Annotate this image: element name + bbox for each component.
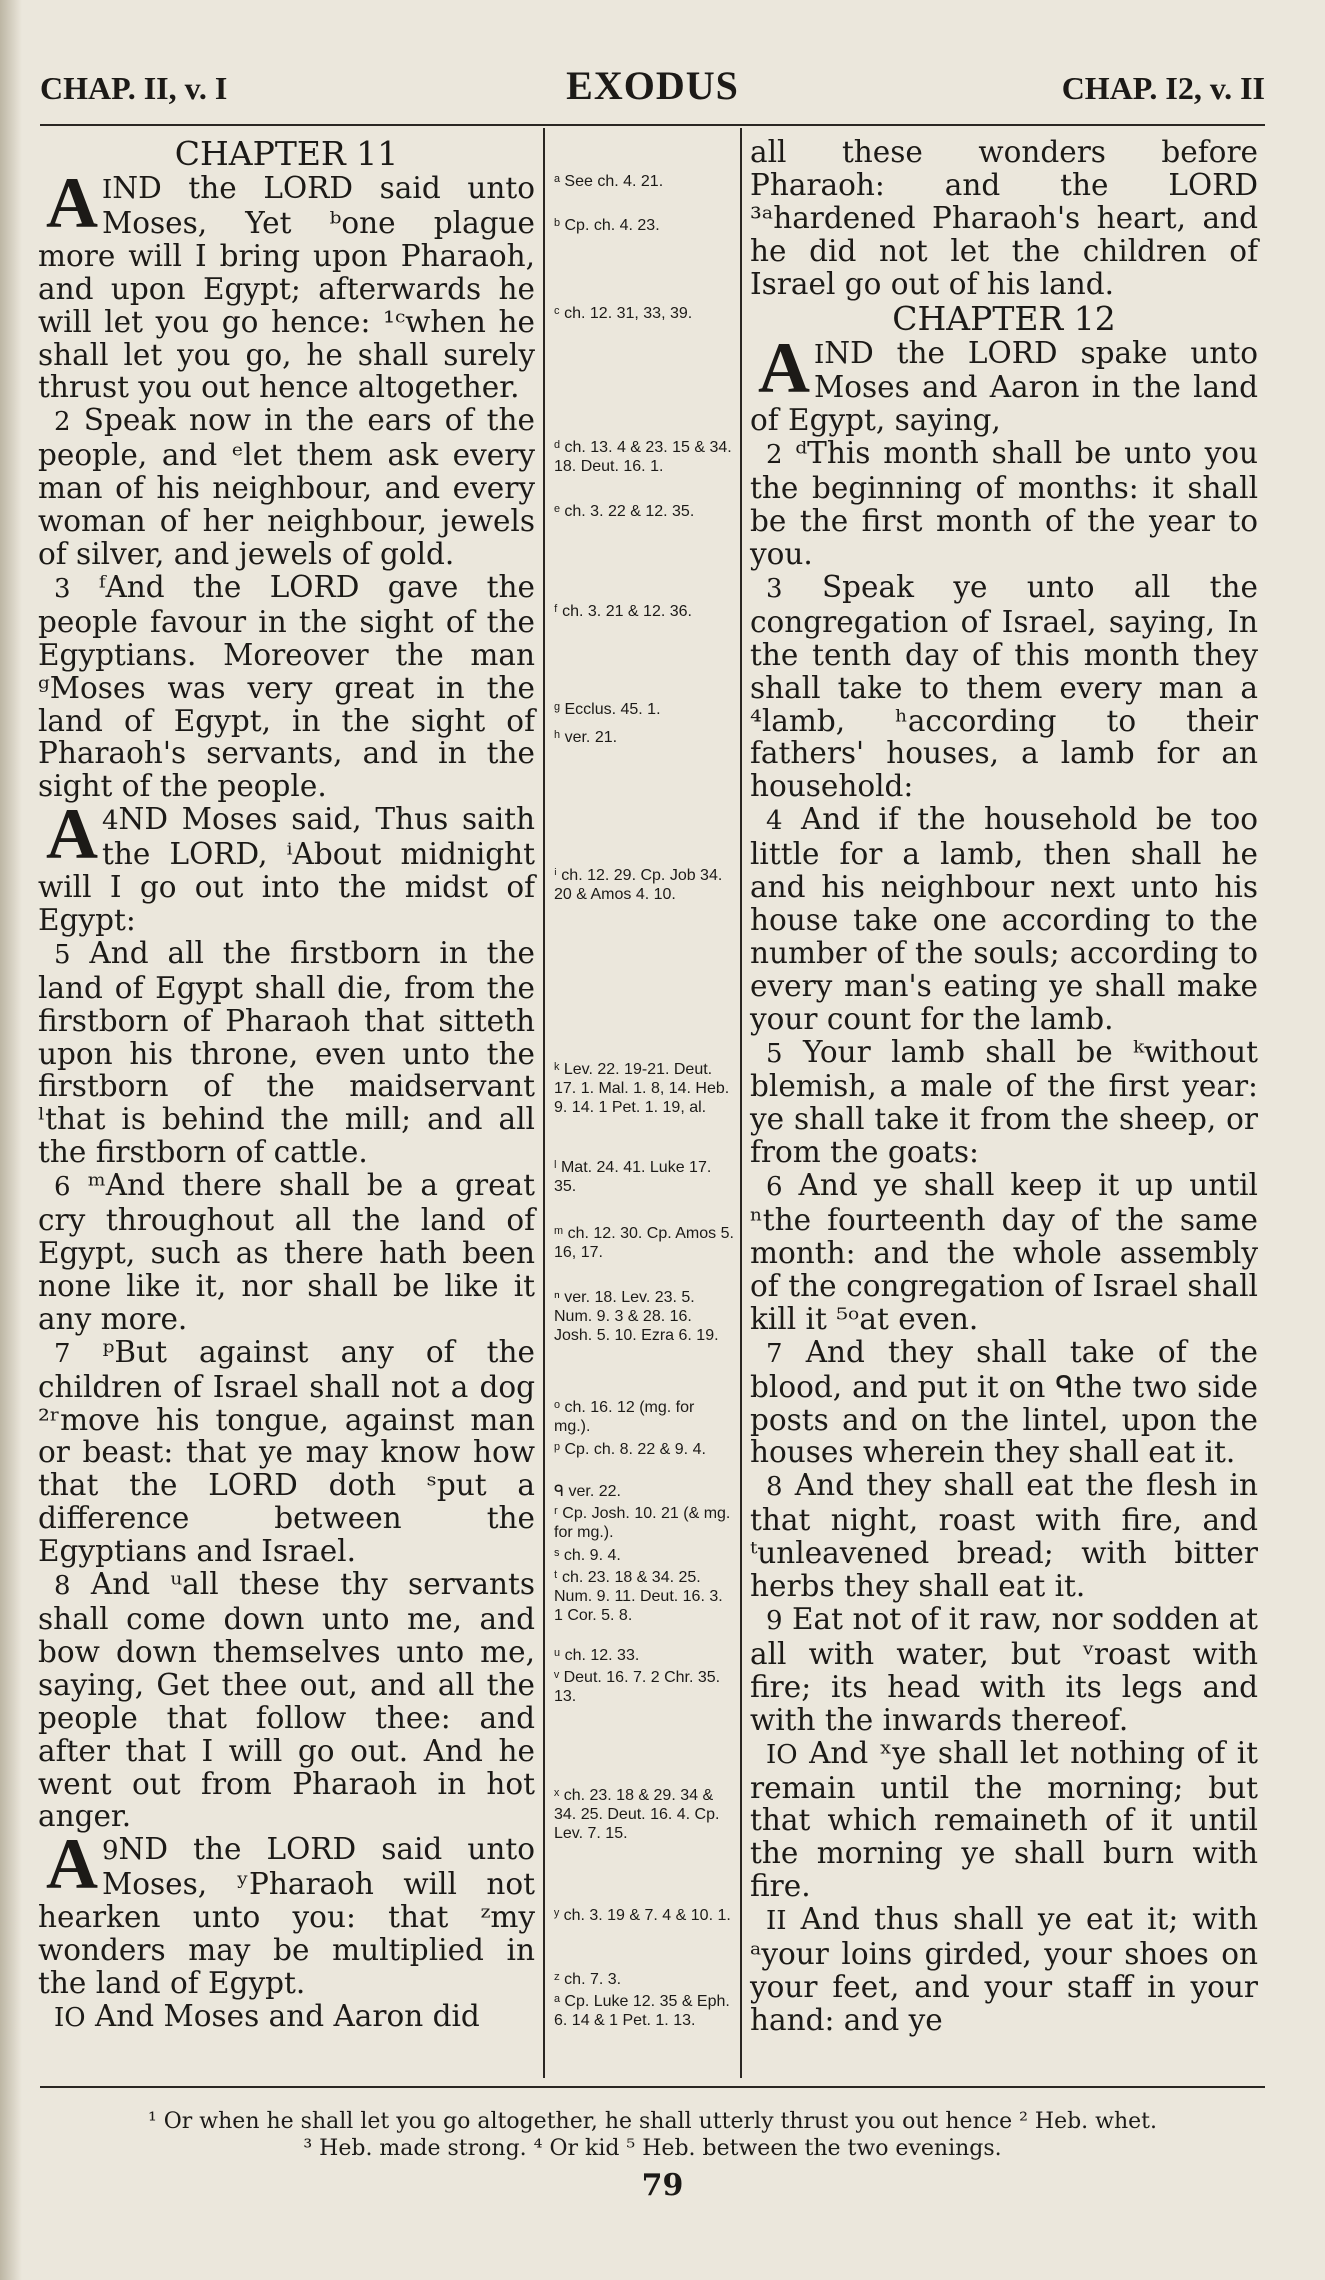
verse-text: ᵖBut against any of the children of Israel shall not a dog ²ʳmove his tongue, against man or beast: that ye may know how that the LORD doth ˢput a difference between the Egyptians and Israel. xyxy=(38,1334,535,1569)
chapter-12-heading: CHAPTER 12 xyxy=(892,298,1116,338)
verse-text: And all the firstborn in the land of Egypt shall die, from the firstborn of Pharaoh that sitteth upon his throne, even unto the firstborn of the maidservant ˡthat is behind the mill; and all the firstborn of cattle. xyxy=(38,935,535,1170)
verse-text: And ye shall keep it up until ⁿthe fourteenth day of the same month: and the whole assembly of the congregation of Israel shall kill it ⁵ᵒat even. xyxy=(750,1168,1258,1336)
chapter-11-heading: CHAPTER 11 xyxy=(174,134,399,173)
reference-note: ᵉ ch. 3. 22 & 12. 35. xyxy=(554,503,695,520)
right-column-rule xyxy=(740,128,742,2078)
verse-number: I xyxy=(814,339,825,370)
verse-paragraph xyxy=(38,1568,535,1833)
reference-note: ᵛ Deut. 16. 7. 2 Chr. 35. 13. xyxy=(554,1669,721,1705)
verse-paragraph xyxy=(750,803,1258,1035)
verse-number: II xyxy=(766,1906,787,1937)
verse-number: 3 xyxy=(766,573,783,604)
reference-note: ʰ ver. 21. xyxy=(554,729,618,746)
verse-number: 7 xyxy=(54,1338,71,1369)
verse-text: And ˣye shall let nothing of it remain until the morning; but that which remaineth of it until the morning ye shall burn with fire. xyxy=(750,1735,1258,1904)
reference-note: ʸ ch. 3. 19 & 7. 4 & 10. 1. xyxy=(554,1907,731,1924)
verse-paragraph xyxy=(750,1469,1258,1603)
footnotes xyxy=(40,2108,1265,2162)
reference-note: ˢ ch. 9. 4. xyxy=(554,1547,621,1564)
verse-number: 7 xyxy=(766,1338,783,1369)
verse-text: Your lamb shall be ᵏwithout blemish, a male of the first year: ye shall take it from the sheep, or from the goats: xyxy=(750,1034,1258,1170)
header-book-title: EXODUS xyxy=(566,63,739,108)
reference-note: ᵖ Cp. ch. 8. 22 & 9. 4. xyxy=(554,1441,706,1458)
verse-number: 2 xyxy=(766,440,783,471)
verse-number: 2 xyxy=(54,407,71,438)
reference-note: ᶻ ch. 7. 3. xyxy=(554,1971,622,1988)
verse-paragraph xyxy=(38,1824,535,2000)
verse-paragraph xyxy=(38,1336,535,1568)
verse-number: I xyxy=(102,175,113,205)
verse-paragraph xyxy=(750,1336,1258,1470)
running-header xyxy=(40,62,1265,122)
right-text-column xyxy=(750,136,1258,2037)
verse-text: And they shall eat the flesh in that night, roast with fire, and ᵗunleavened bread; with bitter herbs they shall eat it. xyxy=(750,1468,1258,1604)
reference-note: ᵈ ch. 13. 4 & 23. 15 & 34. 18. Deut. 16. 1. xyxy=(554,439,732,475)
verse-text: And Moses and Aaron did xyxy=(94,1998,480,2033)
verse-text: ᵐAnd there shall be a great cry throughout all the land of Egypt, such as there hath been none like it, nor shall be like it any more. xyxy=(38,1168,535,1336)
reference-note: ˡ Mat. 24. 41. Luke 17. 35. xyxy=(554,1159,712,1195)
reference-note: ᵒ ch. 16. 12 (mg. for mg.). xyxy=(554,1399,695,1435)
verse-text: ᶠAnd the LORD gave the people favour in the sight of the Egyptians. Moreover the man ᵍMoses was very great in the land of Egypt, in the sight of Pharaoh's servants, and in the sight of the people. xyxy=(38,569,535,804)
verse-text: And they shall take of the blood, and put it on ᑫthe two side posts and on the lintel, upon the houses wherein they shall eat it. xyxy=(750,1334,1258,1470)
verse-number: 5 xyxy=(54,939,71,970)
footer-rule xyxy=(40,2086,1265,2088)
verse-text: And thus shall ye eat it; with ᵃyour loins girded, your shoes on your feet, and your staff in your hand: and ye xyxy=(750,1902,1258,2037)
verse-paragraph xyxy=(750,1036,1258,1170)
verse-paragraph xyxy=(38,571,535,803)
verse-paragraph xyxy=(750,1737,1258,1904)
reference-note: ⁱ ch. 12. 29. Cp. Job 34. 20 & Amos 4. 10. xyxy=(554,867,723,903)
verse-number: 4 xyxy=(102,806,119,837)
footnote-line: ³ Heb. made strong. ⁴ Or kid ⁵ Heb. between the two evenings. xyxy=(303,2136,1002,2161)
reference-note: ᵏ Lev. 22. 19-21. Deut. 17. 1. Mal. 1. 8, 14. Heb. 9. 14. 1 Pet. 1. 19, al. xyxy=(554,1061,730,1116)
reference-note: ᵗ ch. 23. 18 & 34. 25. Num. 9. 11. Deut. 16. 3. 1 Cor. 5. 8. xyxy=(554,1569,723,1624)
verse-number: 8 xyxy=(766,1472,783,1503)
verse-paragraph xyxy=(38,1169,535,1336)
reference-note: ᵇ Cp. ch. 4. 23. xyxy=(554,217,660,234)
reference-note: ⁿ ver. 18. Lev. 23. 5. Num. 9. 3 & 28. 16. Josh. 5. 10. Ezra 6. 19. xyxy=(554,1289,719,1344)
header-right-reference: CHAP. I2, v. II xyxy=(1061,70,1265,106)
verse-number: 6 xyxy=(766,1172,783,1203)
reference-note: ˣ ch. 23. 18 & 29. 34 & 34. 25. Deut. 16. 4. Cp. Lev. 7. 15. xyxy=(554,1787,720,1842)
drop-initial: A xyxy=(46,163,98,243)
reference-note: ᑫ ver. 22. xyxy=(554,1483,621,1500)
header-rule xyxy=(40,124,1265,126)
verse-paragraph xyxy=(750,327,1258,438)
verse-text: ND Moses said, Thus saith the LORD, ⁱAbout midnight will I go out into the midst of Egypt: xyxy=(38,802,535,937)
reference-note: ᵃ Cp. Luke 12. 35 & Eph. 6. 14 & 1 Pet. 1. 13. xyxy=(554,1993,730,2029)
verse-continuation: all these wonders before Pharaoh: and the LORD ³ᵃhardened Pharaoh's heart, and he did not let the children of Israel go out of his land. xyxy=(750,135,1258,301)
reference-note: ᵃ See ch. 4. 21. xyxy=(554,173,664,190)
verse-paragraph xyxy=(38,794,535,937)
header-left-reference: CHAP. II, v. I xyxy=(40,70,228,106)
verse-number: 5 xyxy=(766,1038,783,1069)
verse-paragraph xyxy=(38,2000,535,2035)
left-text-column xyxy=(38,136,535,2035)
page-gutter-shadow xyxy=(0,0,22,2280)
reference-note: ᵘ ch. 12. 33. xyxy=(554,1647,640,1664)
verse-text: ND the LORD spake unto Moses and Aaron in the land of Egypt, saying, xyxy=(750,335,1258,438)
verse-text: And if the household be too little for a lamb, then shall he and his neighbour next unto his house take one according to the number of the souls; according to every man's eating ye shall make your count for the lamb. xyxy=(750,802,1258,1036)
verse-number: 9 xyxy=(102,1836,119,1867)
verse-paragraph xyxy=(750,571,1258,803)
verse-number: IO xyxy=(54,2002,86,2033)
drop-initial: A xyxy=(46,794,98,875)
verse-number: IO xyxy=(766,1739,798,1770)
verse-number: 4 xyxy=(766,806,783,837)
reference-note: ʳ Cp. Josh. 10. 21 (& mg. for mg.). xyxy=(554,1505,731,1541)
footnote-line: ¹ Or when he shall let you go altogether, he shall utterly thrust you out hence ² Heb. whet. xyxy=(147,2109,1158,2134)
verse-number: 3 xyxy=(54,573,71,604)
verse-text: Speak ye unto all the congregation of Israel, saying, In the tenth day of this month they shall take to them every man a ⁴lamb, ʰaccording to their fathers' houses, a lamb for an household: xyxy=(750,569,1258,804)
verse-paragraph xyxy=(38,163,535,405)
verse-text: ND the LORD said unto Moses, ʸPharaoh will not hearken unto you: that ᶻmy wonders may be multiplied in the land of Egypt. xyxy=(38,1832,535,2000)
left-column-rule xyxy=(543,128,545,2078)
verse-paragraph xyxy=(750,437,1258,571)
reference-note: ᵐ ch. 12. 30. Cp. Amos 5. 16, 17. xyxy=(554,1225,734,1261)
verse-number: 9 xyxy=(766,1605,783,1636)
verse-number: 8 xyxy=(54,1571,71,1602)
drop-initial: A xyxy=(758,327,810,408)
verse-paragraph xyxy=(38,404,535,571)
verse-text: Eat not of it raw, nor sodden at all with water, but ᵛroast with fire; its head with its legs and with the inwards thereof. xyxy=(750,1601,1258,1737)
verse-text: ᵈThis month shall be unto you the beginning of months: it shall be the first month of the year to you. xyxy=(750,436,1258,571)
reference-note: ᶜ ch. 12. 31, 33, 39. xyxy=(554,305,693,322)
verse-paragraph xyxy=(38,937,535,1169)
verse-paragraph xyxy=(750,1603,1258,1737)
verse-number: 6 xyxy=(54,1172,71,1203)
verse-paragraph xyxy=(750,1903,1258,2037)
page-number: 79 xyxy=(641,2168,684,2203)
verse-text: ND the LORD said unto Moses, Yet ᵇone plague more will I bring upon Pharaoh, and upon Egypt; afterwards he will let you go hence: ¹ᶜwhen he shall let you go, he shall surely thrust you out hence altogether. xyxy=(38,171,535,405)
drop-initial: A xyxy=(46,1824,98,1905)
verse-text: And ᵘall these thy servants shall come down unto me, and bow down themselves unto me, saying, Get thee out, and all the people that follow thee: and after that I will go out. And he went out from Pharaoh in hot anger. xyxy=(38,1567,535,1834)
reference-note: ᵍ Ecclus. 45. 1. xyxy=(554,701,661,718)
reference-note: ᶠ ch. 3. 21 & 12. 36. xyxy=(554,603,692,620)
verse-paragraph xyxy=(750,1169,1258,1336)
verse-text: Speak now in the ears of the people, and ᵉlet them ask every man of his neighbour, and every woman of her neighbour, jewels of silver, and jewels of gold. xyxy=(38,403,535,571)
